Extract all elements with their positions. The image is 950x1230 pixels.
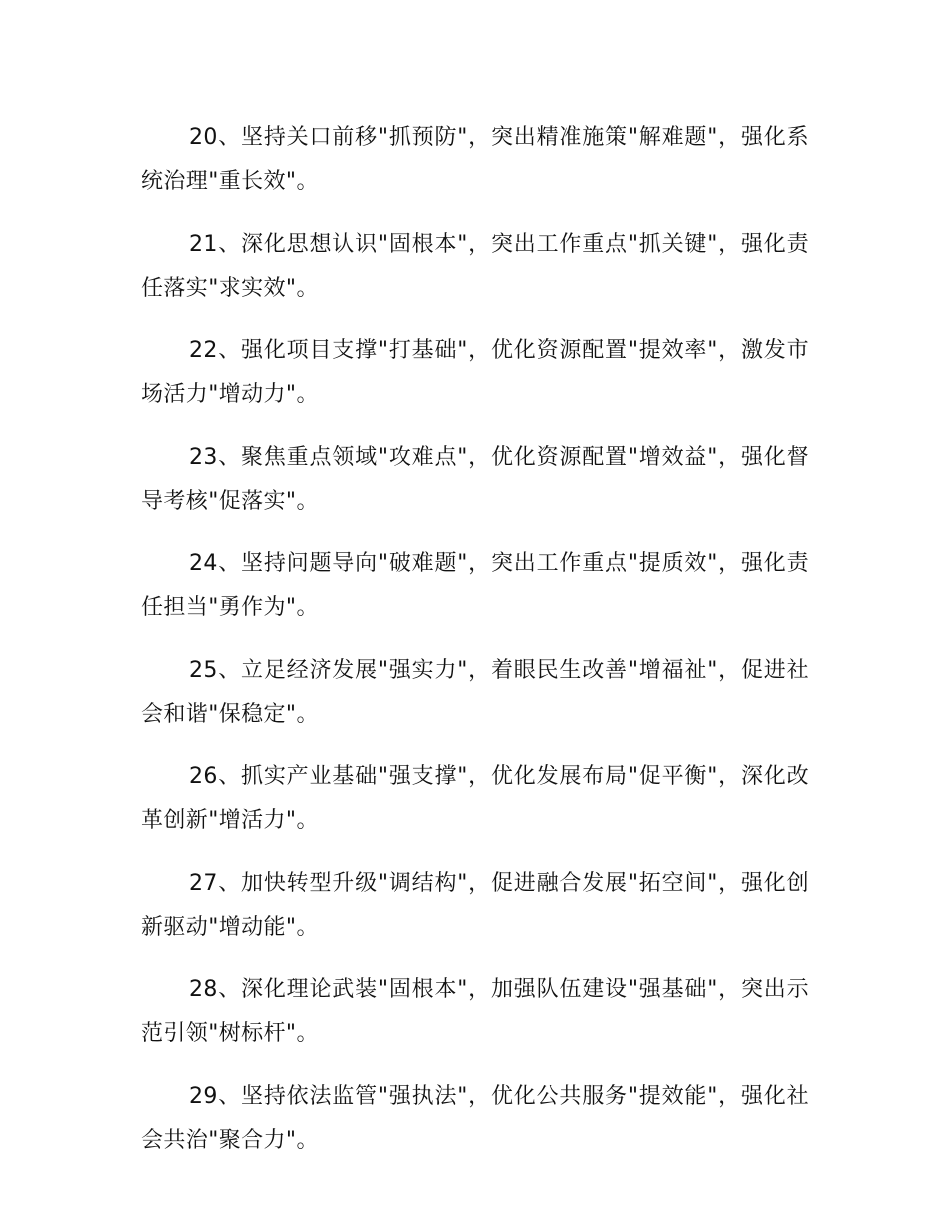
paragraph-22: 22、强化项目支撑"打基础"，优化资源配置"提效率"，激发市场活力"增动力"。 xyxy=(141,338,809,407)
paragraph-29: 29、坚持依法监管"强执法"，优化公共服务"提效能"，强化社会共治"聚合力"。 xyxy=(141,1083,809,1153)
paragraph-23: 23、聚焦重点领域"攻难点"，优化资源配置"增效益"，强化督导考核"促落实"。 xyxy=(141,444,809,514)
paragraph-26: 26、抓实产业基础"强支撑"，优化发展布局"促平衡"，深化改革创新"增活力"。 xyxy=(141,764,809,833)
paragraph-28: 28、深化理论武装"固根本"，加强队伍建设"强基础"，突出示范引领"树标杆"。 xyxy=(141,977,809,1046)
paragraph-27: 27、加快转型升级"调结构"，促进融合发展"拓空间"，强化创新驱动"增动能"。 xyxy=(141,870,809,940)
paragraph-20: 20、坚持关口前移"抓预防"，突出精准施策"解难题"，强化系统治理"重长效"。 xyxy=(141,125,809,194)
document-body xyxy=(141,116,809,1181)
paragraph-25: 25、立足经济发展"强实力"，着眼民生改善"增福祉"，促进社会和谐"保稳定"。 xyxy=(141,657,809,727)
paragraph-21: 21、深化思想认识"固根本"，突出工作重点"抓关键"，强化责任落实"求实效"。 xyxy=(141,231,809,301)
paragraph-24: 24、坚持问题导向"破难题"，突出工作重点"提质效"，强化责任担当"勇作为"。 xyxy=(141,551,809,620)
